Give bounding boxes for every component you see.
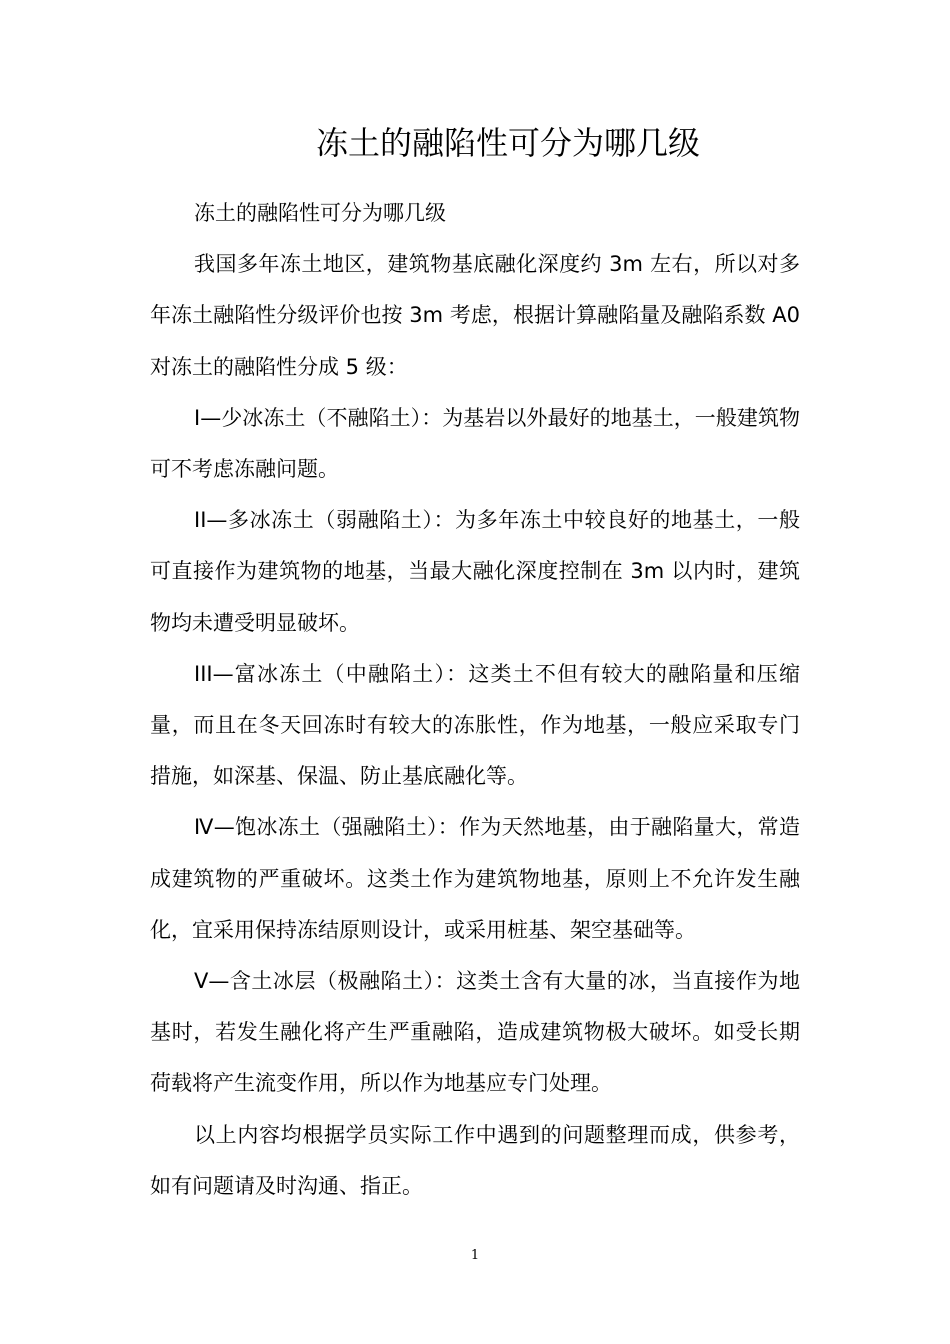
paragraph-grade-3: III—富冰冻土（中融陷土）：这类土不但有较大的融陷量和压缩量，而且在冬天回冻时有较大的冻胀性，作为地基，一般应采取专门措施，如深基、保温、防止基底融化等。 [150, 661, 800, 789]
paragraph-grade-4: Ⅳ—饱冰冻土（强融陷土）：作为天然地基，由于融陷量大，常造成建筑物的严重破坏。这类土作为建筑物地基，原则上不允许发生融化，宜采用保持冻结原则设计，或采用桩基、架空基础等。 [150, 815, 800, 942]
page-number: 1 [470, 1248, 480, 1263]
document-body [150, 188, 800, 1212]
paragraph-grade-2: II—多冰冻土（弱融陷土）：为多年冻土中较良好的地基土，一般可直接作为建筑物的地基，当最大融化深度控制在 3m 以内时，建筑物均未遭受明显破坏。 [150, 508, 800, 635]
paragraph-subtitle: 冻土的融陷性可分为哪几级 [194, 201, 446, 225]
document-title: 冻土的融陷性可分为哪几级 [315, 124, 700, 162]
paragraph-grade-5: V—含土冰层（极融陷土）：这类土含有大量的冰，当直接作为地基时，若发生融化将产生严重融陷，造成建筑物极大破坏。如受长期荷载将产生流变作用，所以作为地基应专门处理。 [150, 969, 800, 1096]
paragraph-grade-1: I—少冰冻土（不融陷土）：为基岩以外最好的地基土，一般建筑物可不考虑冻融问题。 [150, 405, 800, 482]
paragraph-closing: 以上内容均根据学员实际工作中遇到的问题整理而成，供参考，如有问题请及时沟通、指正。 [150, 1122, 800, 1198]
paragraph-intro: 我国多年冻土地区，建筑物基底融化深度约 3m 左右，所以对多年冻土融陷性分级评价也按 3m 考虑，根据计算融陷量及融陷系数 A0 对冻土的融陷性分成 5 级： [150, 252, 800, 379]
